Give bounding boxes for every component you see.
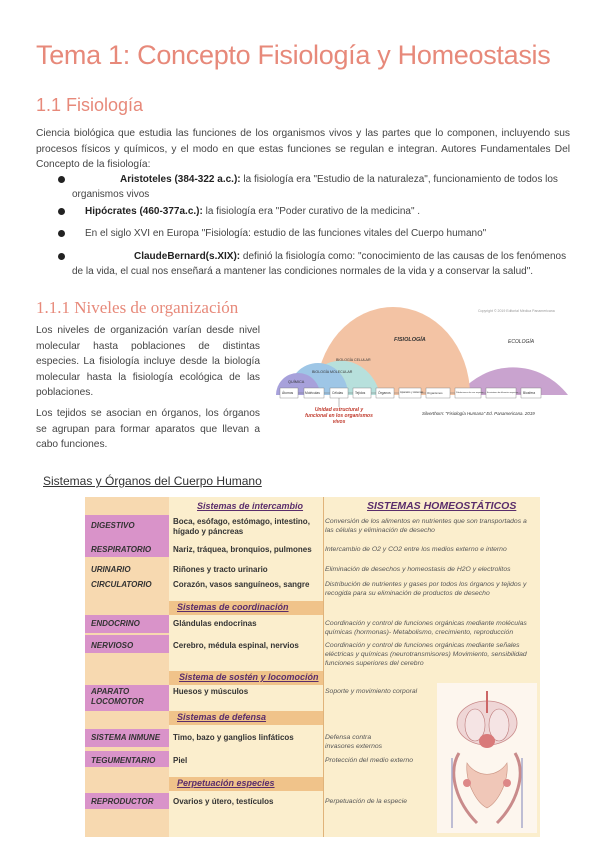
section-heading-niveles: 1.1.1 Niveles de organización [36, 298, 239, 317]
author-item [85, 226, 570, 241]
box-biosfera: Biosfera [523, 391, 536, 395]
system-function: Soporte y movimiento corporal [325, 688, 418, 695]
system-function: Defensa contra invasores externos [325, 734, 383, 750]
organization-levels-diagram [268, 303, 568, 443]
bullet-icon [58, 253, 65, 260]
author-text: definió la fisiología como: "conocimiento de las causas de los fenómenos de la vida, el cual nos enseñará a mantener las condiciones normales de la vida y a conservar la salud". [72, 251, 567, 277]
author-item [72, 249, 570, 279]
author-name: Aristoteles (384-322 a.c.): [120, 174, 241, 185]
box-organismos: Organismos [427, 391, 443, 395]
system-function: Coordinación y control de funciones orgánicas mediante moléculas químicas (hormonas)- Metabolismo, crecimiento, reproducción [325, 620, 527, 636]
system-function: Protección del medio externo [325, 757, 414, 764]
box-organos: Órganos [378, 391, 391, 395]
niveles-paragraph-2: Los tejidos se asocian en órganos, los órganos se agrupan para formar aparatos que llevan a cabo funciones. [36, 408, 260, 450]
author-item [72, 172, 570, 202]
header-sosten: Sistema de sostén y locomoción [179, 672, 319, 682]
system-organs: Boca, esófago, estómago, intestino, hígado y páncreas [173, 517, 310, 536]
system-function: Conversión de los alimentos en nutrientes que son transportados a las células y eliminación de desecho [325, 518, 527, 534]
author-text: la fisiología era "Poder curativo de la medicina" . [202, 206, 421, 217]
box-ecosistema: Ecosistema de diferentes especies [487, 392, 518, 394]
label-biologia-celular: BIOLOGÍA CELULAR [336, 358, 371, 362]
system-organs: Ovarios y útero, testículos [173, 797, 274, 806]
bullet-icon [58, 208, 65, 215]
section-heading-fisiologia: 1.1 Fisiología [36, 95, 144, 115]
label-ecologia: ECOLOGÍA [508, 339, 535, 345]
header-perpetuacion: Perpetuación especies [177, 778, 275, 788]
author-name: ClaudeBernard(s.XIX): [134, 251, 241, 262]
system-function: Perpetuación de la especie [325, 798, 407, 805]
box-moleculas: Moléculas [305, 391, 320, 395]
box-aparatos: Aparatos y sistemas [400, 391, 424, 394]
unit-label: Unidad estructural y funcional en los organismos vivos [305, 407, 373, 425]
label-fisiologia: FISIOLOGÍA [394, 337, 426, 343]
systems-table [85, 497, 540, 837]
system-organs: Glándulas endocrinas [173, 619, 257, 628]
system-name: DIGESTIVO [91, 521, 135, 530]
system-name: TEGUMENTARIO [91, 756, 156, 765]
author-text: la fisiología era "Estudio de la naturaleza", funcionamiento de todos los organismos vivos [72, 174, 558, 200]
system-name: NERVIOSO [91, 641, 134, 650]
system-organs: Cerebro, médula espinal, nervios [173, 641, 299, 650]
system-organs: Nariz, tráquea, bronquios, pulmones [173, 545, 312, 554]
system-organs: Piel [173, 756, 188, 765]
header-defensa: Sistemas de defensa [177, 712, 267, 722]
system-function: Eliminación de desechos y homeostasis de H2O y electrolitos [325, 566, 511, 573]
header-sistemas-intercambio: Sistemas de intercambio [197, 501, 304, 511]
label-biologia-molecular: BIOLOGÍA MOLECULAR [312, 370, 353, 374]
box-tejidos: Tejidos [355, 391, 366, 395]
bullet-icon [58, 230, 65, 237]
system-function: Distribución de nutrientes y gases por todos los órganos y tejidos y recogida para su eliminación de productos de desecho [325, 581, 527, 597]
author-name: Hipócrates (460-377a.c.): [85, 206, 203, 217]
page-title: Tema 1: Concepto Fisiología y Homeostasis [36, 40, 551, 70]
label-quimica: QUÍMICA [288, 380, 305, 384]
system-name: ENDOCRINO [91, 619, 140, 628]
system-organs: Huesos y músculos [173, 687, 249, 696]
anatomy-illustration [437, 683, 537, 833]
header-sistemas-homeostaticos: SISTEMAS HOMEOSTÁTICOS [367, 500, 517, 512]
system-organs: Timo, bazo y ganglios linfáticos [173, 733, 294, 742]
system-name: CIRCULATORIO [91, 580, 152, 589]
system-organs: Riñones y tracto urinario [173, 565, 268, 574]
box-poblaciones: Poblaciones de una especie [456, 392, 484, 394]
system-function: Coordinación y control de funciones orgánicas mediante señales eléctricas y químicas (neurotransmisores) Movimiento, sensibilidad funciones superiores del cerebro [325, 642, 527, 667]
system-organs: Corazón, vasos sanguíneos, sangre [173, 580, 310, 589]
system-name: APARATO LOCOMOTOR [91, 687, 144, 706]
diagram-source: Silverthorn: "Fisiología Humana" Ed. Panamericana. 2019 [422, 411, 535, 416]
system-function: Intercambio de O2 y CO2 entre los medios externo e interno [325, 546, 507, 553]
system-name: RESPIRATORIO [91, 545, 152, 554]
box-celulas: Células [332, 391, 343, 395]
niveles-paragraph-1: Los niveles de organización varían desde nivel molecular hasta poblaciones de distintas especies. La fisiología incluye desde la biología molecular hasta la fisiología ecológica de las poblaciones. [36, 325, 260, 398]
system-name: URINARIO [91, 565, 131, 574]
table-title: Sistemas y Órganos del Cuerpo Humano [43, 474, 262, 488]
system-name: SISTEMA INMUNE [91, 733, 161, 742]
intro-paragraph: Ciencia biológica que estudia las funciones de los organismos vivos y las partes que lo componen, incluyendo sus procesos físicos y químicos, y el modo en que estas funciones se regulan e integran. Autores Fundamentales Del Concepto de la fisiología: [36, 128, 570, 170]
header-coordinacion: Sistemas de coordinación [177, 602, 289, 612]
diagram-copyright: Copyright © 2019 Editorial Médica Panamericana [478, 309, 555, 313]
author-item [85, 204, 570, 219]
bullet-icon [58, 176, 65, 183]
system-name: REPRODUCTOR [91, 797, 154, 806]
box-atomos: Átomos [282, 391, 294, 395]
author-text: En el siglo XVI en Europa "Fisiología: estudio de las funciones vitales del Cuerpo humano" [85, 228, 487, 239]
